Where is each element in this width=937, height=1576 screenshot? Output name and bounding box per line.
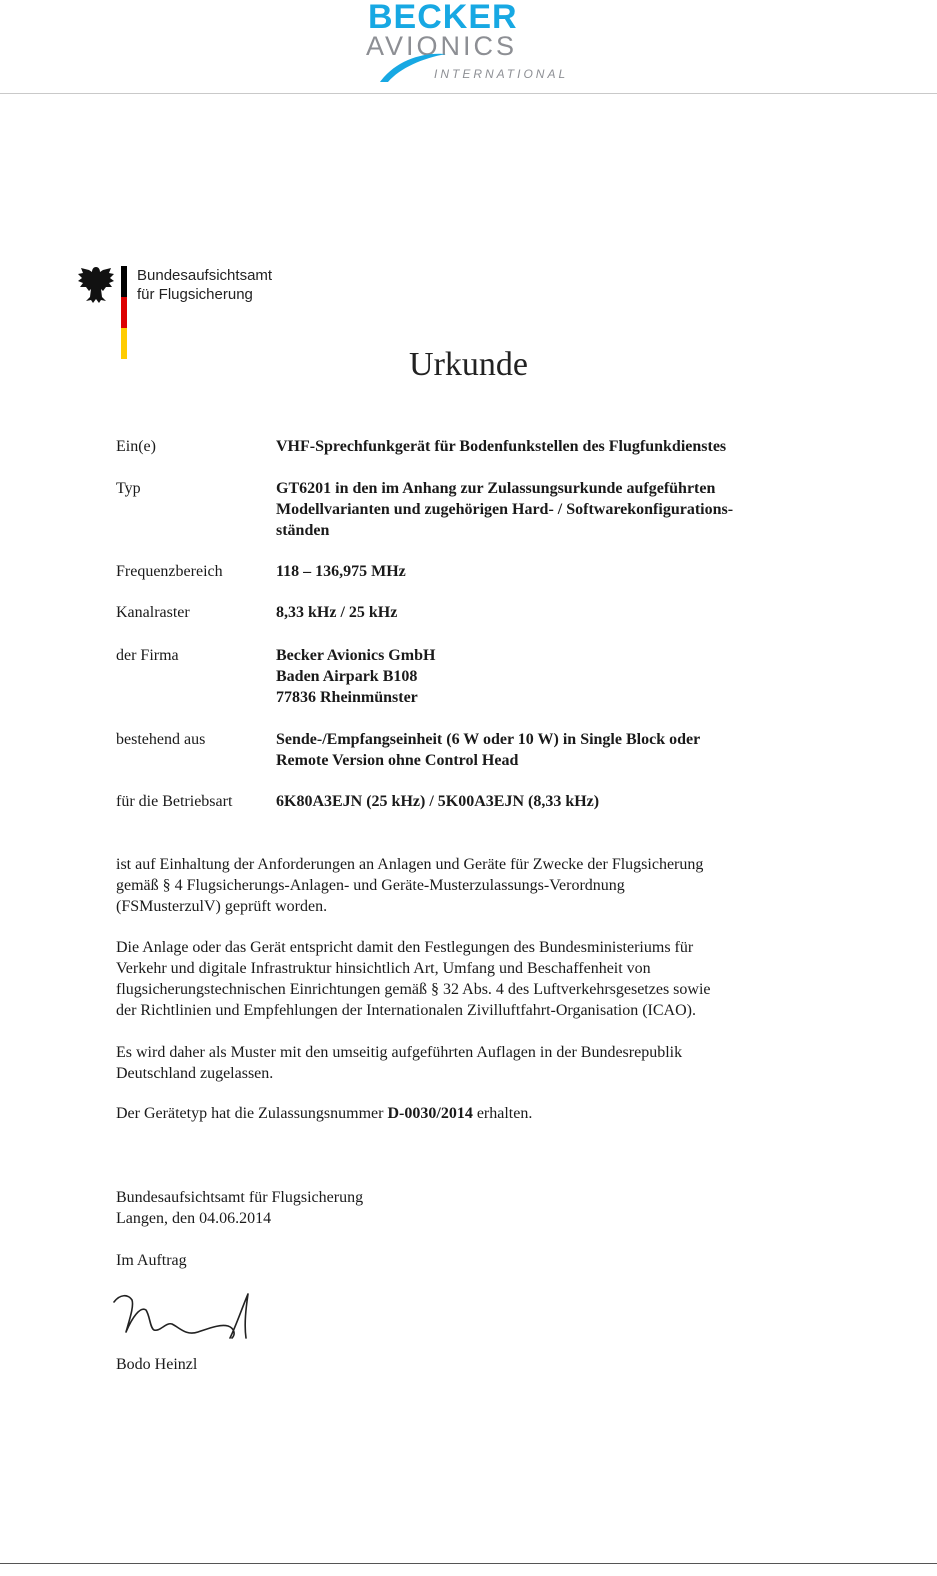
footer-divider [0, 1563, 937, 1564]
field-value-line: ständen [276, 522, 330, 539]
paragraph-line: Es wird daher als Muster mit den umseitig aufgeführten Auflagen in der Bundesrepublik [116, 1044, 683, 1061]
field-value [276, 561, 406, 582]
paragraph-line: gemäß § 4 Flugsicherungs-Anlagen- und Geräte-Musterzulassungs-Verordnung [116, 877, 625, 894]
paragraph-conformity [116, 937, 816, 1021]
header-divider [0, 93, 937, 94]
authority-line-1: Bundesaufsichtsamt [137, 267, 273, 284]
field-value-line: GT6201 in den im Anhang zur Zulassungsurkunde aufgeführten [276, 480, 716, 497]
federal-eagle-icon [77, 264, 115, 306]
paragraph-line [116, 1103, 816, 1124]
authority-line-2: für Flugsicherung [137, 286, 253, 303]
paragraph-line: Verkehr und digitale Infrastruktur hinsichtlich Art, Umfang und Beschaffenheit von [116, 960, 651, 977]
logo-text-becker: BECKER [368, 0, 518, 36]
field-value [276, 791, 599, 812]
field-value-line: 6K80A3EJN (25 kHz) / 5K00A3EJN (8,33 kHz) [276, 793, 600, 810]
field-value [276, 645, 435, 708]
logo-text-international: INTERNATIONAL [434, 67, 569, 81]
signature-icon [110, 1288, 258, 1348]
on-behalf-label [116, 1250, 816, 1271]
field-label: Frequenzbereich [116, 563, 223, 580]
paragraph-line: ist auf Einhaltung der Anforderungen an Anlagen und Geräte für Zwecke der Flugsicherung [116, 856, 704, 873]
field-label: Kanalraster [116, 604, 190, 621]
signatory-name: Bodo Heinzl [116, 1356, 198, 1373]
paragraph-line: flugsicherungstechnischen Einrichtungen gemäß § 32 Abs. 4 des Luftverkehrsgesetzes sowie [116, 981, 711, 998]
field-value-line: Remote Version ohne Control Head [276, 752, 519, 769]
on-behalf-text: Im Auftrag [116, 1252, 187, 1269]
field-value [276, 729, 700, 771]
logo-text-avionics: AVIONICS [366, 31, 518, 61]
issuer-block [116, 1187, 816, 1229]
paragraph-line: der Richtlinien und Empfehlungen der Internationalen Zivilluftfahrt-Organisation (ICAO). [116, 1002, 696, 1019]
field-value-line: VHF-Sprechfunkgerät für Bodenfunkstellen des Flugfunkdienstes [276, 438, 727, 455]
paragraph-line: Deutschland zugelassen. [116, 1065, 274, 1082]
field-value [276, 478, 733, 541]
paragraph-compliance [116, 854, 816, 917]
issuer-name: Bundesaufsichtsamt für Flugsicherung [116, 1189, 364, 1206]
paragraph-approval-statement [116, 1042, 816, 1084]
field-label: für die Betriebsart [116, 793, 233, 810]
becker-avionics-logo [360, 0, 575, 86]
field-value-line: Sende-/Empfangseinheit (6 W oder 10 W) in Single Block oder [276, 731, 701, 748]
field-value-line: 8,33 kHz / 25 kHz [276, 604, 398, 621]
paragraph-line: (FSMusterzulV) geprüft worden. [116, 898, 328, 915]
document-title: Urkunde [409, 346, 528, 383]
signatory-block [116, 1354, 816, 1375]
approval-prefix: Der Gerätetyp hat die Zulassungsnummer [116, 1105, 388, 1122]
field-value-line: Modellvarianten und zugehörigen Hard- / Softwarekonfigurations- [276, 501, 734, 518]
field-value [276, 602, 397, 623]
field-value [276, 436, 726, 457]
issue-place-date: Langen, den 04.06.2014 [116, 1210, 272, 1227]
field-label: der Firma [116, 647, 179, 664]
field-value-line: Becker Avionics GmbH [276, 647, 436, 664]
field-value-line: Baden Airpark B108 [276, 668, 418, 685]
paragraph-line: Die Anlage oder das Gerät entspricht damit den Festlegungen des Bundesministeriums für [116, 939, 694, 956]
field-label: Typ [116, 480, 141, 497]
approval-number: D-0030/2014 [387, 1105, 473, 1122]
paragraph-approval-number [116, 1103, 816, 1124]
approval-suffix: erhalten. [472, 1105, 533, 1122]
field-value-line: 118 – 136,975 MHz [276, 563, 406, 580]
field-label: Ein(e) [116, 438, 156, 455]
authority-name [137, 266, 272, 304]
field-value-line: 77836 Rheinmünster [276, 689, 418, 706]
field-label: bestehend aus [116, 731, 206, 748]
